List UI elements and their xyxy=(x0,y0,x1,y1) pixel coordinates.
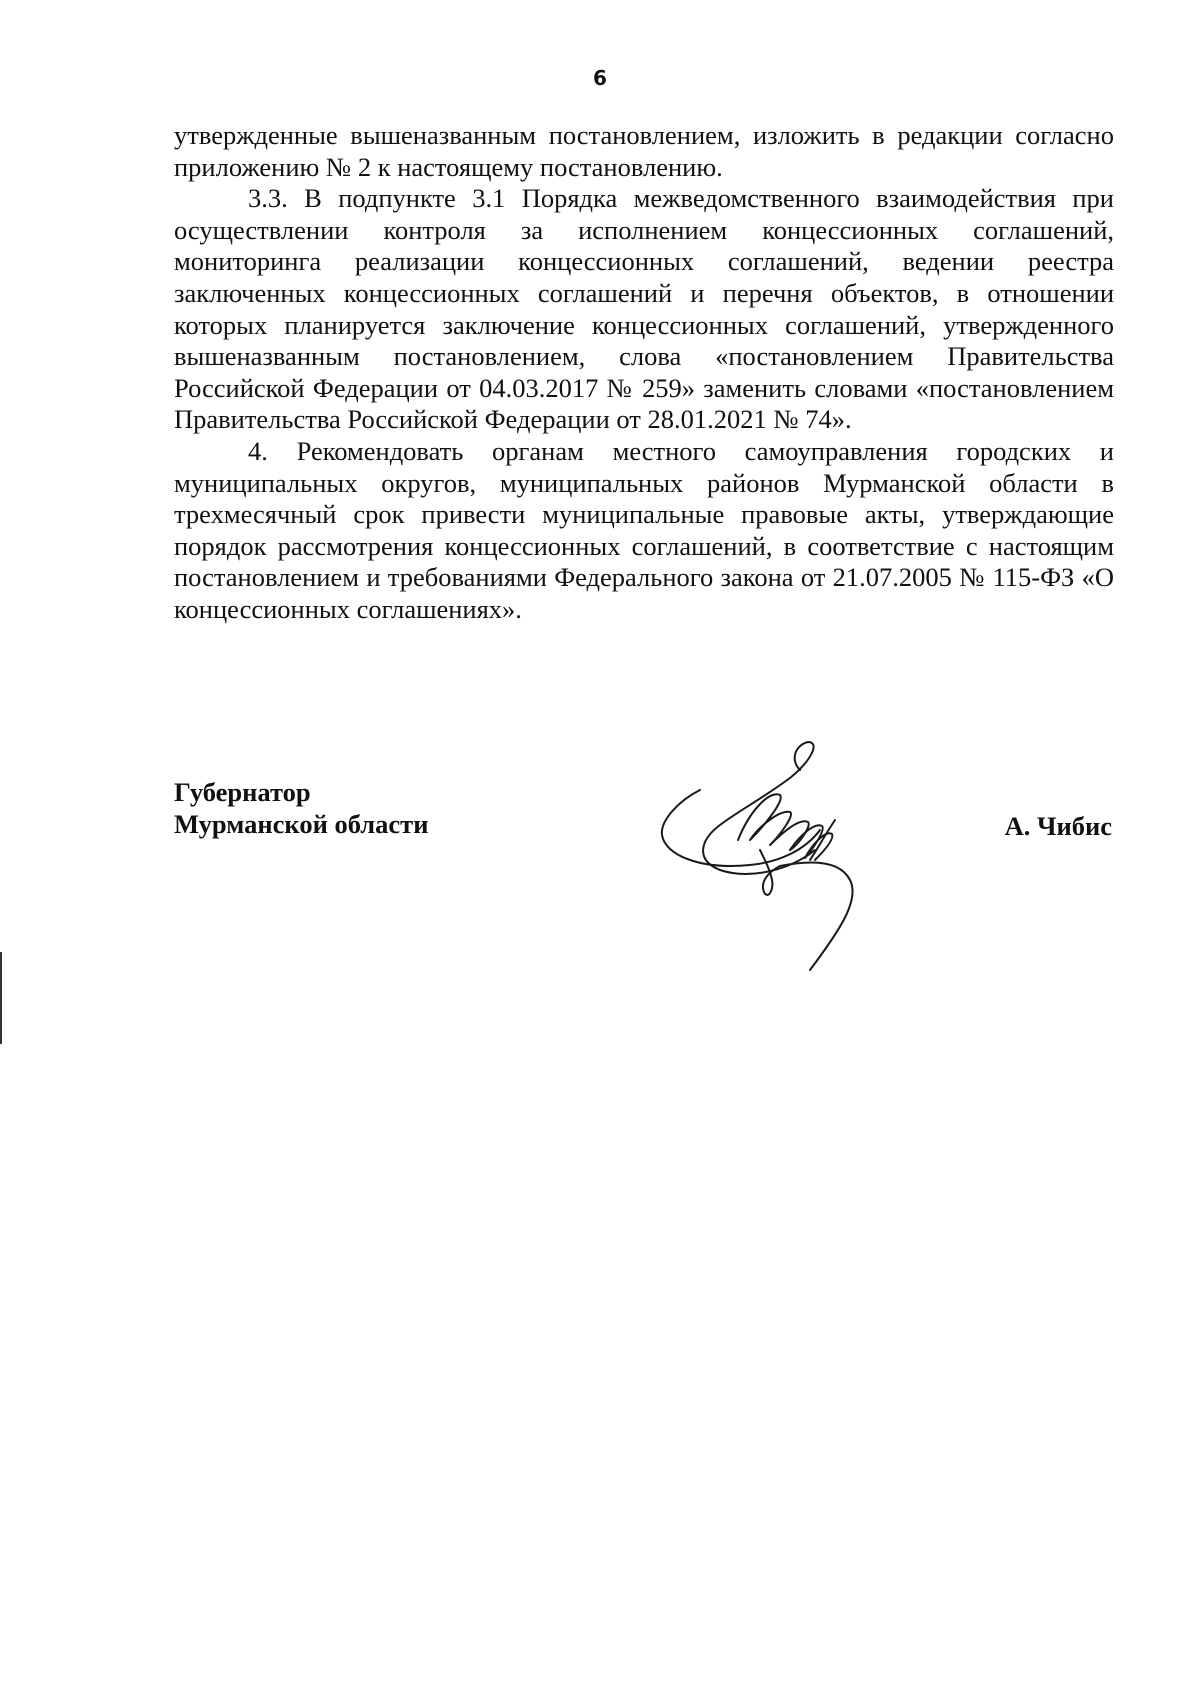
page-number: 6 xyxy=(593,66,607,90)
paragraph-3-3: 3.3. В подпункте 3.1 Порядка межведомственного взаимодействия при осуществлении контроля за исполнением концессионных соглашений, мониторинга реализации концессионных соглашений, ведении реестра заключенных концессионных соглашений и перечня объектов, в отношении которых планируется заключение концессионных соглашений, утвержденного вышеназванным постановлением, слова «постановлением Правительства Российской Федерации от 04.03.2017 № 259» заменить словами «постановлением Правительства Российской Федерации от 28.01.2021 № 74». xyxy=(174,183,1114,435)
signatory-position: Губернатор xyxy=(174,777,311,807)
document-body xyxy=(174,120,1114,626)
signatory-name: А. Чибис xyxy=(1004,811,1112,841)
signatory-title xyxy=(174,776,428,840)
paragraph-4: 4. Рекомендовать органам местного самоуправления городских и муниципальных округов, муниципальных районов Мурманской области в трехмесячный срок привести муниципальные правовые акты, утверждающие порядок рассмотрения концессионных соглашений, в соответствие с настоящим постановлением и требованиями Федерального закона от 21.07.2005 № 115-ФЗ «О концессионных соглашениях». xyxy=(174,435,1114,624)
signatory-region: Мурманской области xyxy=(174,809,429,839)
paragraph-continuation: утвержденные вышеназванным постановлением, изложить в редакции согласно приложению № 2 к настоящему постановлению. xyxy=(174,120,1114,182)
handwritten-signature xyxy=(640,730,920,980)
scan-edge-mark xyxy=(0,952,2,1044)
